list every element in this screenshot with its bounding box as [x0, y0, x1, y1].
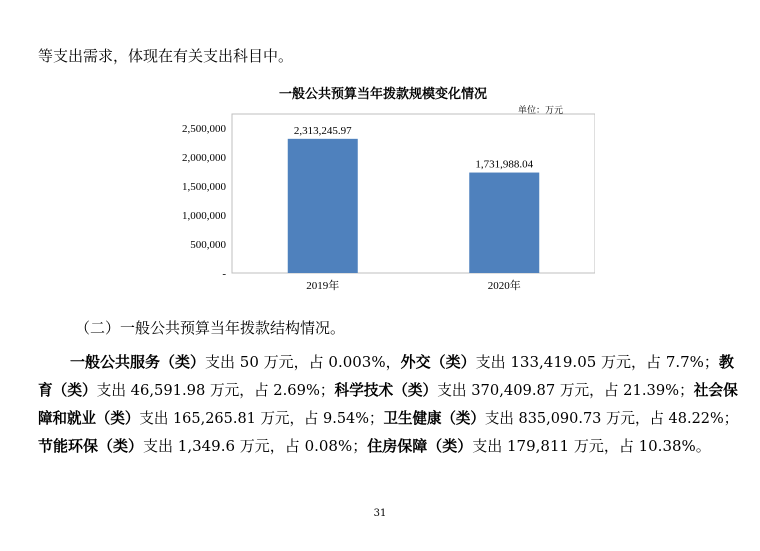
y-tick-label: 2,500,000	[182, 123, 226, 135]
paragraph-line-3	[38, 408, 738, 428]
category-name: 育（类）	[38, 381, 97, 399]
page-number: 31	[373, 508, 387, 519]
category-name: 障和就业（类）	[38, 409, 140, 427]
category-detail: 支出 370,409.87 万元，占 21.39%；	[437, 381, 694, 399]
category-detail: 支出 179,811 万元，占 10.38%。	[472, 437, 711, 455]
intro-line: 等支出需求，体现在有关支出科目中。	[38, 47, 294, 65]
category-name: 一般公共服务（类）	[70, 353, 206, 371]
category-detail: 支出 165,265.81 万元，占 9.54%；	[139, 409, 384, 427]
chart-title: 一般公共预算当年拨款规模变化情况	[278, 86, 488, 101]
y-tick-label: 1,500,000	[182, 181, 226, 193]
category-name: 科学技术（类）	[334, 381, 438, 399]
category-name: 住房保障（类）	[367, 437, 473, 455]
bar-2	[469, 173, 539, 273]
x-tick-label: 2020年	[487, 280, 521, 292]
category-name: 教	[718, 353, 734, 371]
data-label: 2,313,245.97	[293, 124, 352, 137]
category-detail: 支出 133,419.05 万元，占 7.7%；	[475, 353, 719, 371]
y-tick-label: 2,000,000	[182, 152, 226, 164]
category-detail: 支出 46,591.98 万元，占 2.69%；	[96, 381, 335, 399]
plot-area-frame	[232, 114, 595, 273]
paragraph-line-1	[70, 352, 734, 372]
paragraph-line-2	[38, 380, 738, 400]
category-detail: 支出 835,090.73 万元，占 48.22%；	[484, 409, 739, 427]
x-tick-label: 2019年	[306, 280, 340, 292]
bar-1	[288, 139, 358, 273]
chart-unit-note: 单位：万元	[517, 105, 563, 115]
category-name: 节能环保（类）	[38, 437, 144, 455]
y-tick-label: 1,000,000	[182, 210, 226, 222]
category-name: 外交（类）	[400, 353, 476, 371]
bar-chart	[170, 80, 595, 295]
y-tick-label: 500,000	[190, 239, 226, 251]
data-label: 1,731,988.04	[475, 158, 534, 171]
y-tick-label: -	[222, 268, 226, 280]
category-detail: 支出 50 万元，占 0.003%，	[205, 353, 401, 371]
category-name: 卫生健康（类）	[383, 409, 485, 427]
category-detail: 支出 1,349.6 万元，占 0.08%；	[143, 437, 368, 455]
paragraph-line-4	[38, 436, 711, 456]
section-heading: （二）一般公共预算当年拨款结构情况。	[75, 319, 346, 337]
category-name: 社会保	[693, 381, 738, 399]
